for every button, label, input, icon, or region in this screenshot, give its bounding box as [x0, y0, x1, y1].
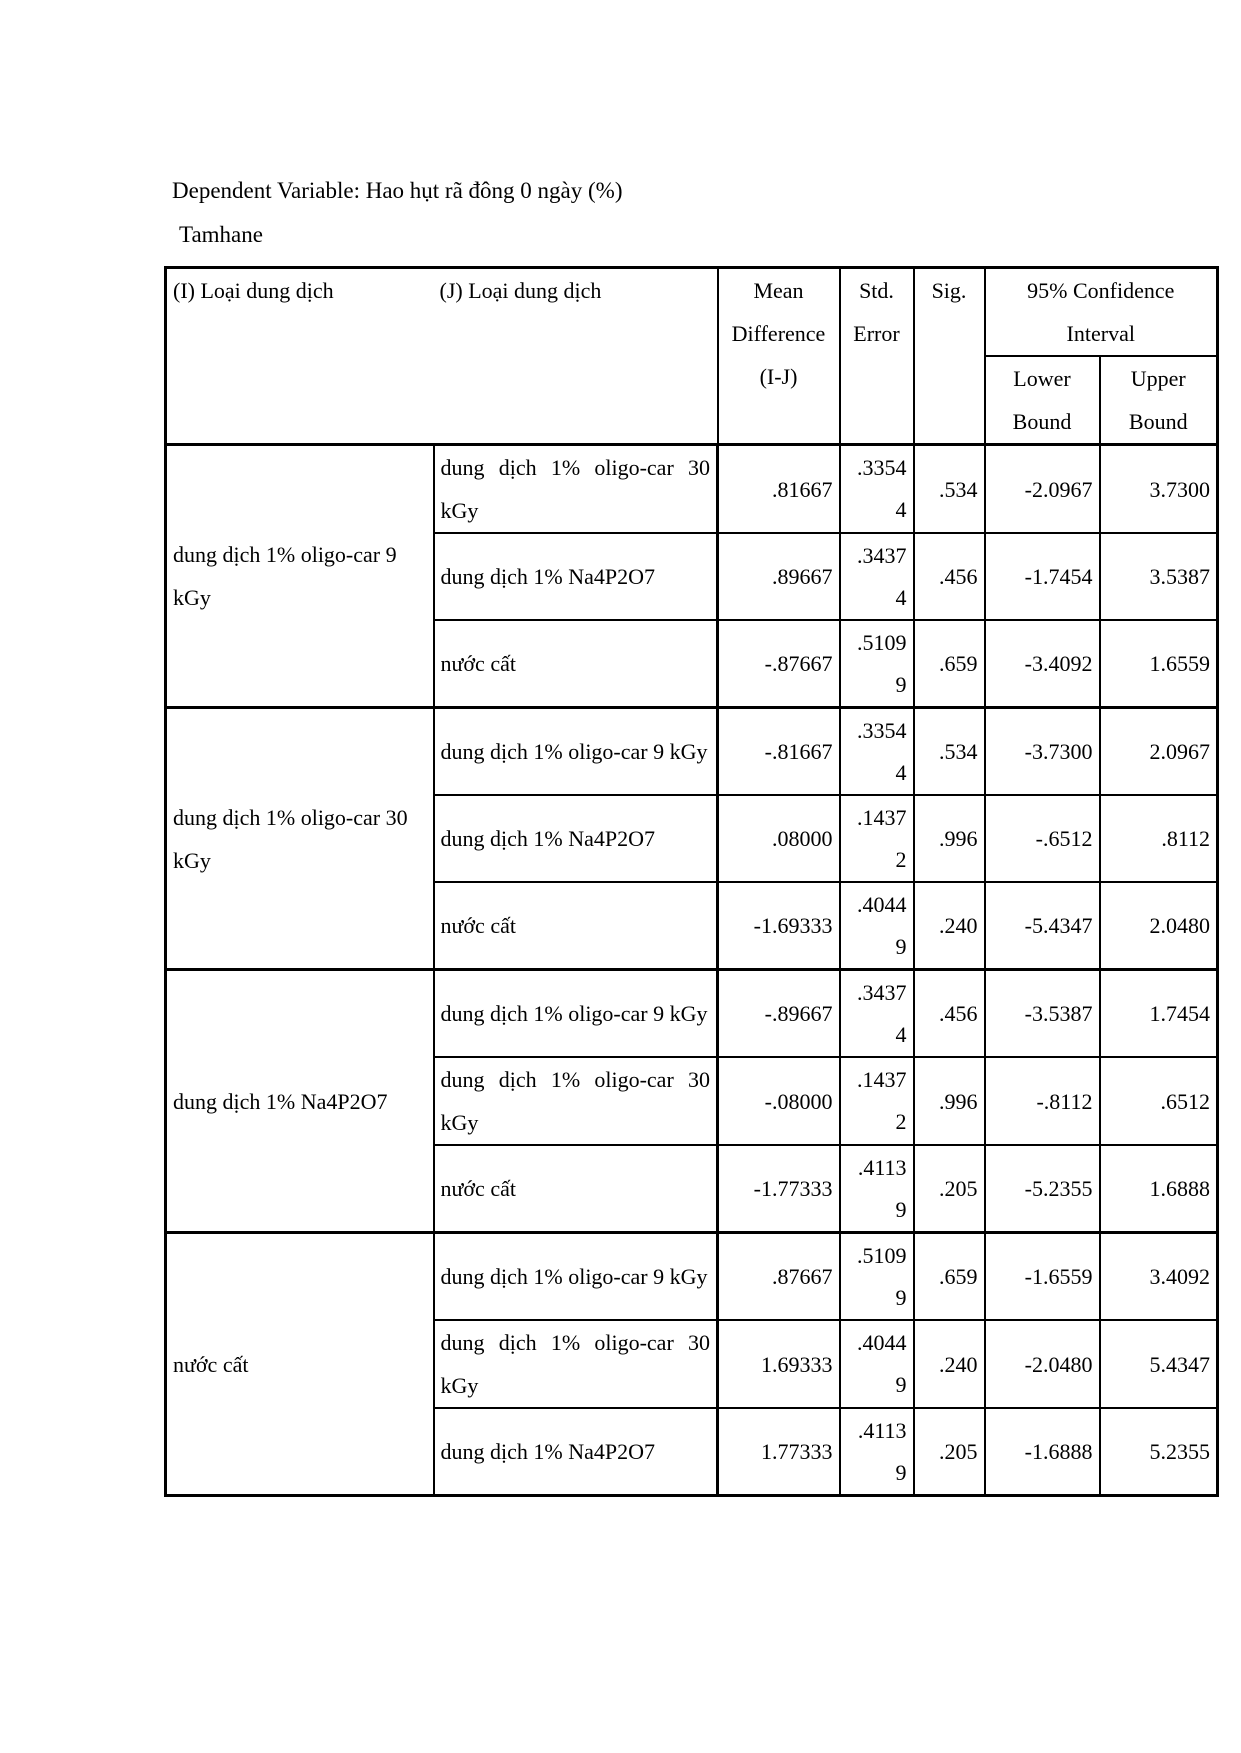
- std-error-cell: [840, 708, 914, 796]
- lower-bound-cell: -1.6888: [985, 1408, 1100, 1496]
- method-caption: Tamhane: [179, 222, 263, 247]
- mean-difference-cell: -.81667: [718, 708, 840, 796]
- dependent-variable-caption: Dependent Variable: Hao hụt rã đông 0 ngày (%): [172, 178, 623, 203]
- std-error-value-continued: 9: [895, 1459, 907, 1485]
- upper-bound-cell: 1.7454: [1100, 970, 1218, 1058]
- lower-bound-cell: -1.7454: [985, 533, 1100, 620]
- std-error-value-continued: 9: [895, 1196, 907, 1222]
- std-error-value: .4044: [857, 1330, 907, 1355]
- j-label: dung dịch 1% Na4P2O7: [434, 1408, 718, 1496]
- table-body: [166, 445, 1218, 1496]
- header-confidence-interval: 95% Confidence Interval: [985, 268, 1218, 357]
- sig-cell: .659: [914, 620, 985, 708]
- mean-difference-cell: -.89667: [718, 970, 840, 1058]
- lower-bound-cell: -2.0967: [985, 445, 1100, 534]
- j-label: dung dịch 1% oligo-car 30 kGy: [434, 1320, 718, 1408]
- sig-cell: .996: [914, 1057, 985, 1145]
- mean-difference-cell: .89667: [718, 533, 840, 620]
- j-label: dung dịch 1% oligo-car 9 kGy: [434, 1233, 718, 1321]
- std-error-cell: [840, 1057, 914, 1145]
- std-error-cell: [840, 1320, 914, 1408]
- lower-bound-cell: -3.4092: [985, 620, 1100, 708]
- std-error-cell: [840, 970, 914, 1058]
- std-error-cell: [840, 620, 914, 708]
- std-error-value: .3354: [857, 717, 907, 743]
- mean-difference-cell: 1.77333: [718, 1408, 840, 1496]
- std-error-value: .1437: [857, 1067, 907, 1092]
- std-error-cell: [840, 533, 914, 620]
- group-i-label: dung dịch 1% oligo-car 9 kGy: [166, 445, 434, 708]
- header-sig: Sig.: [914, 268, 985, 445]
- sig-cell: .240: [914, 1320, 985, 1408]
- lower-bound-cell: -2.0480: [985, 1320, 1100, 1408]
- header-std-error: Std. Error: [840, 268, 914, 445]
- j-label: nước cất: [434, 1145, 718, 1233]
- sig-cell: .534: [914, 445, 985, 534]
- std-error-cell: [840, 1145, 914, 1233]
- mean-difference-cell: 1.69333: [718, 1320, 840, 1408]
- std-error-value-continued: 9: [895, 671, 907, 697]
- std-error-value: .5109: [857, 629, 907, 655]
- upper-bound-cell: 5.4347: [1100, 1320, 1218, 1408]
- sig-cell: .205: [914, 1145, 985, 1233]
- std-error-value: .3437: [857, 979, 907, 1005]
- std-error-value: .3437: [857, 542, 907, 568]
- upper-bound-cell: 2.0967: [1100, 708, 1218, 796]
- table-row: [166, 708, 1218, 796]
- mean-difference-cell: .81667: [718, 445, 840, 534]
- upper-bound-cell: 3.4092: [1100, 1233, 1218, 1321]
- std-error-value-continued: 4: [895, 1021, 907, 1047]
- j-label: nước cất: [434, 620, 718, 708]
- std-error-value-continued: 9: [895, 1372, 907, 1397]
- lower-bound-cell: -5.2355: [985, 1145, 1100, 1233]
- lower-bound-cell: -.6512: [985, 795, 1100, 882]
- group-i-label: dung dịch 1% Na4P2O7: [166, 970, 434, 1233]
- header-upper-bound: Upper Bound: [1100, 356, 1218, 445]
- upper-bound-cell: 2.0480: [1100, 882, 1218, 970]
- group-i-label: nước cất: [166, 1233, 434, 1496]
- sig-cell: .534: [914, 708, 985, 796]
- lower-bound-cell: -3.7300: [985, 708, 1100, 796]
- std-error-cell: [840, 445, 914, 534]
- sig-cell: .240: [914, 882, 985, 970]
- sig-cell: .659: [914, 1233, 985, 1321]
- std-error-value-continued: 4: [895, 497, 907, 522]
- std-error-cell: [840, 1408, 914, 1496]
- header-lower-bound: Lower Bound: [985, 356, 1100, 445]
- j-label: dung dịch 1% oligo-car 30 kGy: [434, 445, 718, 534]
- lower-bound-cell: -.8112: [985, 1057, 1100, 1145]
- std-error-value: .4113: [857, 1154, 907, 1180]
- header-j: (J) Loại dung dịch: [434, 268, 718, 445]
- std-error-value-continued: 4: [895, 759, 907, 785]
- lower-bound-cell: -5.4347: [985, 882, 1100, 970]
- mean-difference-cell: -.08000: [718, 1057, 840, 1145]
- lower-bound-cell: -3.5387: [985, 970, 1100, 1058]
- sig-cell: .996: [914, 795, 985, 882]
- j-label: dung dịch 1% oligo-car 9 kGy: [434, 970, 718, 1058]
- upper-bound-cell: 1.6888: [1100, 1145, 1218, 1233]
- mean-difference-cell: .08000: [718, 795, 840, 882]
- std-error-value: .4044: [857, 891, 907, 917]
- std-error-value-continued: 2: [895, 846, 907, 872]
- table-row: [166, 970, 1218, 1058]
- std-error-value-continued: 9: [895, 1284, 907, 1310]
- std-error-value-continued: 2: [895, 1109, 907, 1134]
- mean-difference-cell: -1.69333: [718, 882, 840, 970]
- std-error-value-continued: 9: [895, 933, 907, 959]
- std-error-cell: [840, 795, 914, 882]
- sig-cell: .456: [914, 970, 985, 1058]
- header-mean-difference: Mean Difference (I-J): [718, 268, 840, 445]
- upper-bound-cell: 3.7300: [1100, 445, 1218, 534]
- table-row: [166, 1233, 1218, 1321]
- tamhane-comparison-table: [164, 266, 1219, 1497]
- upper-bound-cell: 1.6559: [1100, 620, 1218, 708]
- std-error-value: .3354: [857, 455, 907, 480]
- std-error-cell: [840, 1233, 914, 1321]
- std-error-value: .1437: [857, 804, 907, 830]
- j-label: dung dịch 1% Na4P2O7: [434, 533, 718, 620]
- upper-bound-cell: 3.5387: [1100, 533, 1218, 620]
- header-i: (I) Loại dung dịch: [166, 268, 434, 445]
- j-label: dung dịch 1% oligo-car 30 kGy: [434, 1057, 718, 1145]
- upper-bound-cell: .8112: [1100, 795, 1218, 882]
- table-row: [166, 445, 1218, 534]
- lower-bound-cell: -1.6559: [985, 1233, 1100, 1321]
- mean-difference-cell: .87667: [718, 1233, 840, 1321]
- j-label: dung dịch 1% Na4P2O7: [434, 795, 718, 882]
- mean-difference-cell: -1.77333: [718, 1145, 840, 1233]
- upper-bound-cell: .6512: [1100, 1057, 1218, 1145]
- mean-difference-cell: -.87667: [718, 620, 840, 708]
- std-error-value-continued: 4: [895, 584, 907, 610]
- group-i-label: dung dịch 1% oligo-car 30 kGy: [166, 708, 434, 970]
- std-error-value: .5109: [857, 1242, 907, 1268]
- sig-cell: .205: [914, 1408, 985, 1496]
- std-error-cell: [840, 882, 914, 970]
- j-label: dung dịch 1% oligo-car 9 kGy: [434, 708, 718, 796]
- sig-cell: .456: [914, 533, 985, 620]
- std-error-value: .4113: [857, 1417, 907, 1443]
- upper-bound-cell: 5.2355: [1100, 1408, 1218, 1496]
- j-label: nước cất: [434, 882, 718, 970]
